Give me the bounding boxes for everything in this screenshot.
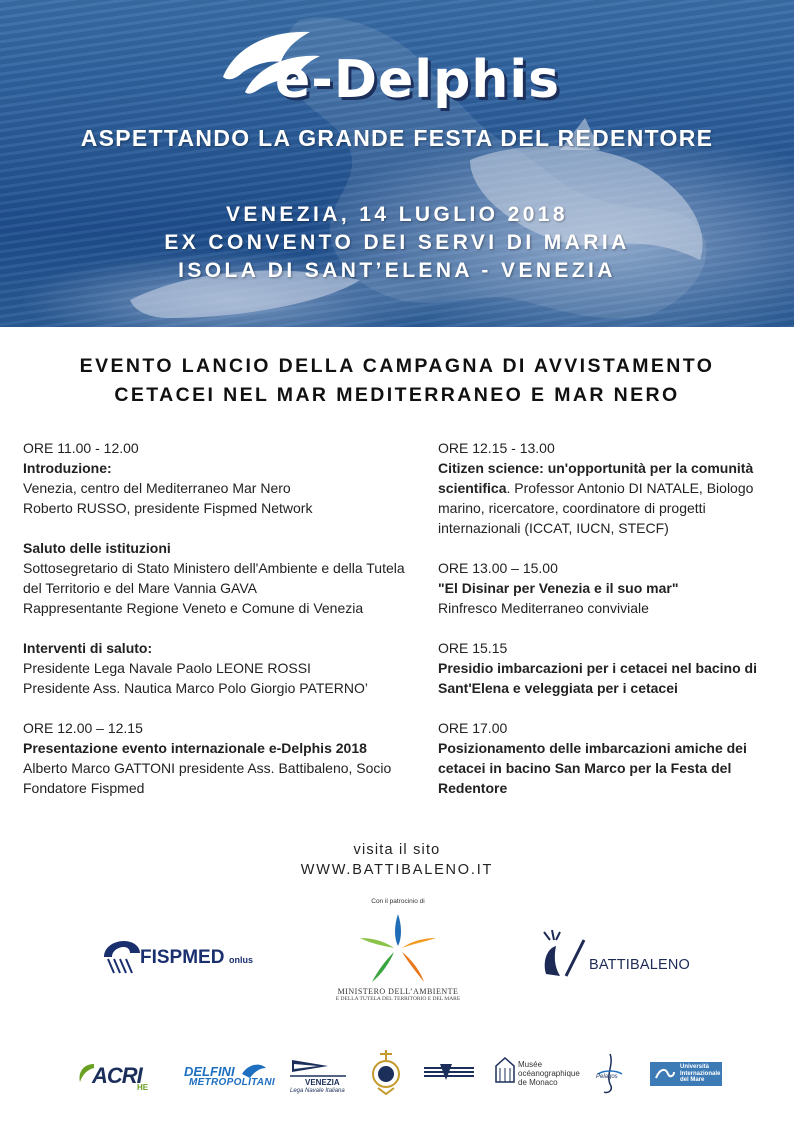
program-heading: Presidio imbarcazioni per i cetacei nel bacino di <box>438 660 757 676</box>
site-label: visita il sito <box>353 842 441 858</box>
event-location: ISOLA DI SANT’ELENA - VENEZIA <box>178 259 616 282</box>
program-block-presentazione <box>23 718 433 798</box>
battibaleno-whale-logo-icon <box>540 930 590 980</box>
hero-banner <box>0 0 794 327</box>
program-heading: Interventi di saluto: <box>23 640 153 656</box>
program-heading: "El Disinar per Venezia e il suo mar" <box>438 580 679 596</box>
program-line: marino, ricercatore, coordinatore di progetti <box>438 500 706 516</box>
fispmed-name: FISPMED <box>140 947 225 968</box>
program-line-mixed <box>438 478 783 498</box>
program-block-citizen-science <box>438 438 783 538</box>
musee-line: Musée <box>518 1060 543 1069</box>
event-title-line-2: CETACEI NEL MAR MEDITERRANEO E MAR NERO <box>114 384 680 406</box>
program-line: del Territorio e del Mare Vannia GAVA <box>23 580 257 596</box>
program-line: Roberto RUSSO, presidente Fispmed Network <box>23 500 313 516</box>
program-block-disinar <box>438 558 783 618</box>
nautica-stripes-icon <box>422 1052 476 1092</box>
program-block-intro <box>23 438 433 518</box>
anchor-emblem-icon <box>370 1048 402 1096</box>
unimer-line: Università <box>680 1064 710 1070</box>
acri-sub: HE <box>137 1083 149 1092</box>
unimer-line: Internazionale <box>680 1070 721 1077</box>
delfini-name: DELFINI <box>184 1064 235 1079</box>
program-line: Fondatore Fispmed <box>23 780 145 796</box>
lega-navale-city: VENEZIA <box>305 1078 340 1087</box>
program-heading: Presentazione evento internazionale e-Delphis 2018 <box>23 740 367 756</box>
program-heading: Introduzione: <box>23 460 112 476</box>
program-line: Sottosegretario di Stato Ministero dell'Ambiente e della Tutela <box>23 560 405 576</box>
ministero-name: MINISTERO DELL’AMBIENTE <box>337 987 459 996</box>
program-block-istituzioni <box>23 538 433 618</box>
program-time: ORE 12.00 – 12.15 <box>23 720 143 736</box>
site-url-link[interactable]: WWW.BATTIBALENO.IT <box>300 862 494 878</box>
program-line: . Professor Antonio DI NATALE, Biologo <box>506 480 754 496</box>
program-line: Presidente Lega Navale Paolo LEONE ROSSI <box>23 660 311 676</box>
delfini-sub: METROPOLITANI <box>189 1077 275 1088</box>
musee-name <box>518 1060 580 1087</box>
musee-line: océanographique <box>518 1069 580 1078</box>
musee-line: de Monaco <box>518 1078 558 1087</box>
battibaleno-name: BATTIBALENO <box>589 957 691 973</box>
lega-navale-name: Lega Navale Italiana <box>290 1088 345 1094</box>
program-time: ORE 12.15 - 13.00 <box>438 440 555 456</box>
program-heading: Saluto delle istituzioni <box>23 540 171 556</box>
program-time: ORE 11.00 - 12.00 <box>23 440 139 456</box>
program-heading: cetacei in bacino San Marco per la Festa del <box>438 760 732 776</box>
fispmed-sub: onlus <box>229 955 253 965</box>
ministero-star-logo-icon <box>358 912 438 984</box>
event-date: VENEZIA, 14 LUGLIO 2018 <box>226 203 568 226</box>
program-block-presidio <box>438 638 783 698</box>
program-time: ORE 17.00 <box>438 720 508 736</box>
program-line: Presidente Ass. Nautica Marco Polo Giorgio PATERNO’ <box>23 680 368 696</box>
program-heading: Redentore <box>438 780 508 796</box>
patrocinio-label: Con il patrocinio di <box>371 898 425 905</box>
pelagos-name: Pelagos <box>596 1074 618 1080</box>
event-subtitle: ASPETTANDO LA GRANDE FESTA DEL REDENTORE <box>80 125 714 151</box>
program-block-saluto <box>23 638 433 698</box>
program-heading: scientifica <box>438 480 507 496</box>
delfini-dolphin-icon <box>240 1052 268 1092</box>
pelagos-logo-icon <box>592 1050 628 1096</box>
program-line: Venezia, centro del Mediterraneo Mar Nero <box>23 480 291 496</box>
unimer-line: del Mare <box>680 1077 705 1083</box>
program-line: Alberto Marco GATTONI presidente Ass. Battibaleno, Socio <box>23 760 392 776</box>
program-heading: Posizionamento delle imbarcazioni amiche dei <box>438 740 747 756</box>
musee-building-icon <box>494 1052 516 1092</box>
program-line: internazionali (ICCAT, IUCN, STECF) <box>438 520 669 536</box>
program-line: Rappresentante Regione Veneto e Comune di Venezia <box>23 600 364 616</box>
unimer-name <box>680 1064 720 1084</box>
acri-name: ACRI <box>92 1063 142 1088</box>
ministero-sub: E DELLA TUTELA DEL TERRITORIO E DEL MARE <box>335 996 461 1002</box>
program-block-posizionamento <box>438 718 783 798</box>
program-heading: Citizen science: un'opportunità per la comunità <box>438 460 754 476</box>
event-venue: EX CONVENTO DEI SERVI DI MARIA <box>164 231 630 254</box>
program-right-column <box>438 438 783 818</box>
program-time: ORE 13.00 – 15.00 <box>438 560 558 576</box>
brand-title: e-Delphis <box>275 50 561 110</box>
event-title-line-1: EVENTO LANCIO DELLA CAMPAGNA DI AVVISTAMENTO <box>79 355 715 377</box>
program-time: ORE 15.15 <box>438 640 508 656</box>
program-left-column <box>23 438 433 818</box>
unimer-wave-icon <box>654 1064 676 1084</box>
program-line: Rinfresco Mediterraneo conviviale <box>438 600 649 616</box>
program-heading: Sant'Elena e veleggiata per i cetacei <box>438 680 678 696</box>
